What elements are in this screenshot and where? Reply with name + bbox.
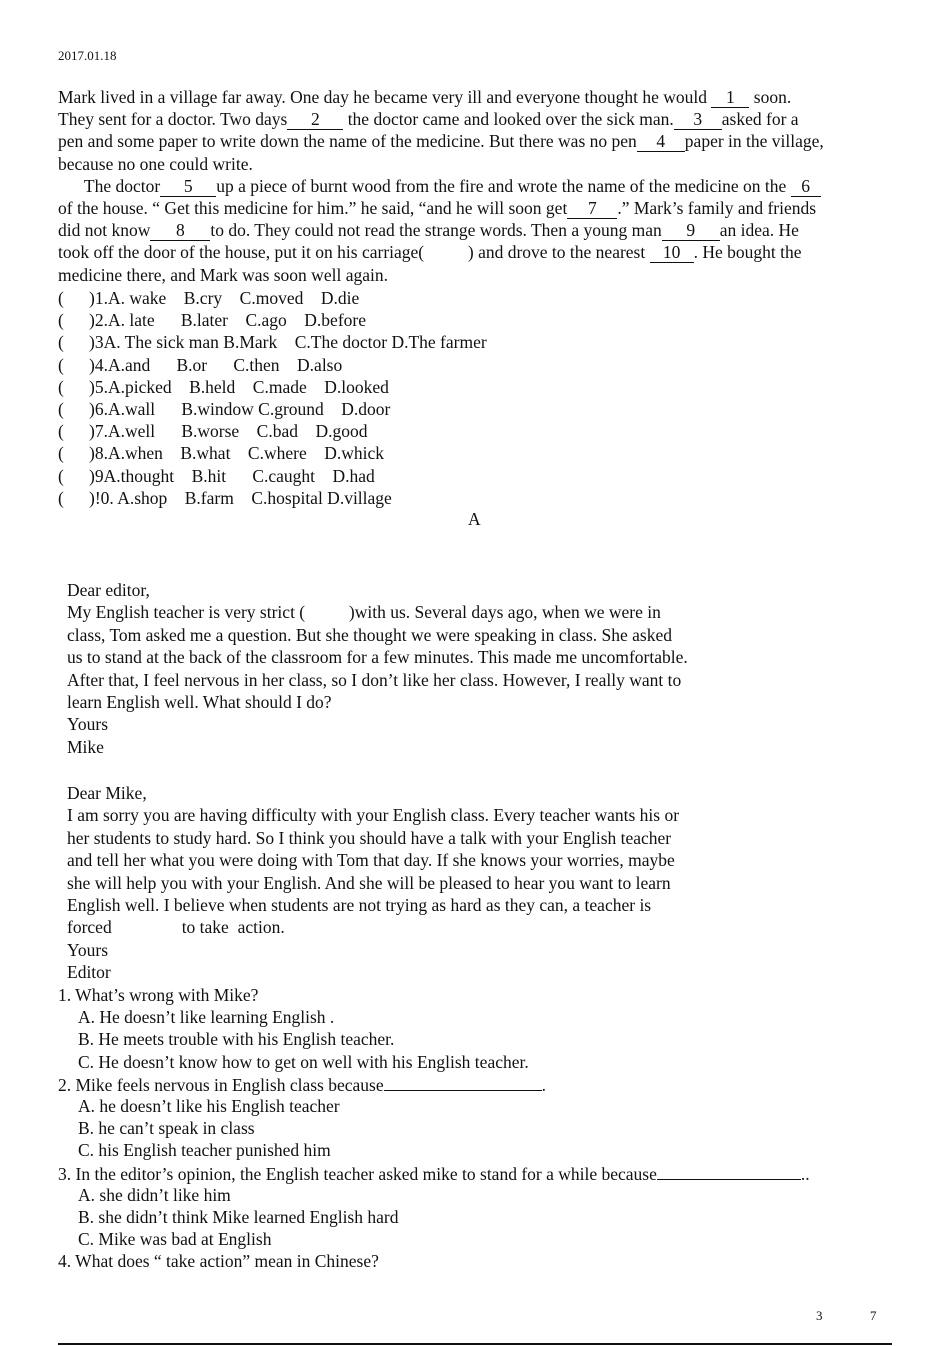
question-stem [58,1073,810,1095]
passage-text: The doctor [58,175,161,196]
answer-paren: ( [58,398,64,419]
answer-paren: ( [58,465,64,486]
answer-paren: ( [58,443,64,464]
passage-text: to do. They could not read the strange words. Then a young man [210,220,662,241]
passage-text: pen and some paper to write down the name of the medicine. But there was no pen [58,131,637,152]
option-text: )9A.thought B.hit C.caught D.had [89,465,375,486]
letter-line: forced to take action. [67,917,285,938]
answer-blank [657,1162,801,1180]
question-tail: . [541,1074,546,1095]
page-number: 3 [816,1308,823,1323]
letter-line: After that, I feel nervous in her class, so I don’t like her class. However, I really want to [67,669,682,690]
passage-line [58,86,908,108]
letter-line: English well. I believe when students are not trying as hard as they can, a teacher is [67,894,652,915]
document-date: 2017.01.18 [58,48,117,63]
option-text: )4.A.and B.or C.then D.also [89,354,343,375]
passage-text: Mark lived in a village far away. One day he became very ill and everyone thought he would [58,87,712,107]
cloze-blank: 6 [791,177,821,197]
question-stem [58,1162,810,1184]
option-row [58,309,487,331]
letter-line: I am sorry you are having difficulty with your English class. Every teacher wants his or [67,805,680,826]
option-row [58,376,487,398]
cloze-blank: 7 [567,199,617,219]
question-stem [58,984,810,1006]
answer-paren: ( [58,354,64,375]
section-label: A [468,509,481,529]
option-text: )2.A. late B.later C.ago D.before [89,310,367,331]
option-row [58,487,487,509]
option-text: )6.A.wall B.window C.ground D.door [89,398,391,419]
option-row [58,287,487,309]
question-text: 2. Mike feels nervous in English class because [58,1074,384,1095]
passage-text: took off the door of the house, put it on his carriage( ) and drove to the nearest [58,242,650,263]
cloze-blank: 3 [674,110,722,130]
letter-line: her students to study hard. So I think you should have a talk with your English teacher [67,827,672,848]
passage-text: of the house. “ Get this medicine for him.” he said, “and he will soon get [58,197,568,218]
letter-line: Yours [67,714,109,735]
answer-paren: ( [58,310,64,331]
letter-line: Dear Mike, [67,783,147,803]
passage-line [58,197,908,219]
answer-choice: A. she didn’t like him [78,1184,231,1205]
passage-line [58,108,908,130]
letter-line: Mike [67,736,104,757]
passage-text: medicine there, and Mark was soon well again. [58,264,388,285]
answer-blank [384,1073,542,1091]
cloze-blank: 9 [662,221,720,241]
option-row [58,465,487,487]
letter-line: learn English well. What should I do? [67,691,332,712]
question-tail: .. [800,1163,810,1184]
option-text: )1.A. wake B.cry C.moved D.die [89,288,360,308]
passage-text: because no one could write. [58,153,253,174]
answer-paren: ( [58,288,64,308]
letter-reply [67,782,679,984]
cloze-blank: 10 [650,243,694,263]
passage-text: They sent for a doctor. Two days [58,109,288,130]
cloze-passage [58,86,908,286]
answer-paren: ( [58,376,64,397]
cloze-options-list [58,287,487,509]
answer-choice: C. He doesn’t know how to get on well with his English teacher. [78,1051,529,1072]
answer-paren: ( [58,332,64,353]
answer-choice: B. he can’t speak in class [78,1118,255,1139]
cloze-blank: 1 [711,88,749,108]
letter-line: My English teacher is very strict ( )with us. Several days ago, when we were in [67,602,661,623]
passage-text: asked for a [721,109,799,130]
passage-line [58,130,908,152]
answer-paren: ( [58,487,64,508]
answer-choice: B. He meets trouble with his English teacher. [78,1029,395,1050]
question-text: 4. What does “ take action” mean in Chinese? [58,1251,379,1272]
passage-text: did not know [58,220,151,241]
page-total: 7 [870,1308,877,1323]
passage-line [58,153,908,175]
letter-line: us to stand at the back of the classroom for a few minutes. This made me uncomfortable. [67,647,688,668]
passage-text: up a piece of burnt wood from the fire and wrote the name of the medicine on the [216,175,791,196]
passage-line [58,241,908,263]
answer-choice: C. Mike was bad at English [78,1229,272,1250]
passage-text: . He bought the [693,242,802,263]
letter-line: class, Tom asked me a question. But she thought we were speaking in class. She asked [67,624,672,645]
passage-line [58,264,908,286]
option-text: )3A. The sick man B.Mark C.The doctor D.The farmer [89,332,487,353]
option-text: )7.A.well B.worse C.bad D.good [89,421,368,442]
cloze-blank: 2 [287,110,343,130]
option-row [58,331,487,353]
footer-rule [58,1343,892,1345]
letter-line: and tell her what you were doing with Tom that day. If she knows your worries, maybe [67,850,675,871]
answer-choice: B. she didn’t think Mike learned English hard [78,1206,399,1227]
passage-line [58,219,908,241]
question-text: 1. What’s wrong with Mike? [58,985,259,1005]
letter-to-editor [67,579,688,758]
cloze-blank: 5 [160,177,216,197]
passage-text: paper in the village, [684,131,824,152]
option-row [58,420,487,442]
reading-questions [58,984,810,1272]
answer-choice: A. He doesn’t like learning English . [78,1007,335,1028]
option-text: )!0. A.shop B.farm C.hospital D.village [89,487,392,508]
letter-line: she will help you with your English. And she will be pleased to hear you want to learn [67,872,671,893]
question-text: 3. In the editor’s opinion, the English teacher asked mike to stand for a while because [58,1163,657,1184]
answer-paren: ( [58,421,64,442]
passage-text: the doctor came and looked over the sick man. [343,109,674,130]
question-stem [58,1250,810,1272]
option-text: )8.A.when B.what C.where D.whick [89,443,385,464]
passage-text: soon. [749,87,792,107]
letter-line: Yours [67,939,109,960]
option-row [58,398,487,420]
answer-choice: A. he doesn’t like his English teacher [78,1095,340,1116]
passage-line [58,175,908,197]
letter-line: Editor [67,962,111,983]
passage-text: .” Mark’s family and friends [617,197,817,218]
answer-choice: C. his English teacher punished him [78,1140,331,1161]
cloze-blank: 8 [150,221,210,241]
cloze-blank: 4 [637,132,685,152]
option-row [58,354,487,376]
letter-line: Dear editor, [67,580,150,600]
option-text: )5.A.picked B.held C.made D.looked [89,376,389,397]
passage-text: an idea. He [719,220,799,241]
option-row [58,442,487,464]
